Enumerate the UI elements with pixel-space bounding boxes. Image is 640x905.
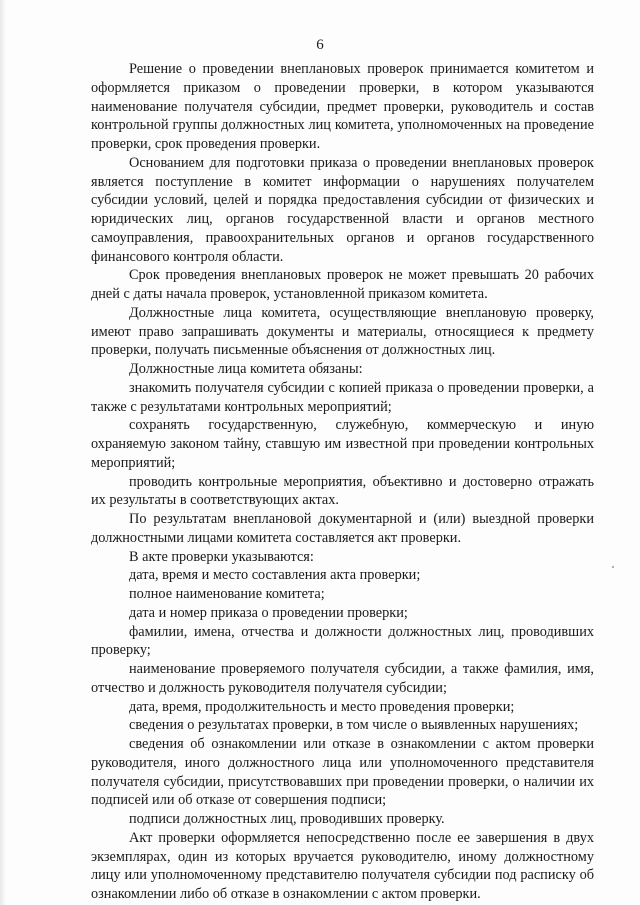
document-body (91, 60, 594, 904)
paragraph-obligation-objectivity: проводить контрольные мероприятия, объективно и достоверно отражать их результаты в соответствующих актах. (91, 473, 594, 509)
paragraph-act-timing: дата, время, продолжительность и место проведения проверки; (129, 698, 515, 715)
paragraph-act-signatures: подписи должностных лиц, проводивших проверку. (129, 811, 445, 827)
paragraph-act-date-place: дата, время и место составления акта проверки; (129, 567, 421, 584)
paragraph-grounds: Основанием для подготовки приказа о проведении внеплановых проверок является поступление в комитет информации о нарушениях получателем субсидии условий, целей и порядка предоставления субсидии от физических и юридических лиц, органов государственной власти и органов местного самоуправления, правоохранительных органов и органов государственного финансового контроля области. (91, 154, 594, 265)
paragraph-act-order-number: дата и номер приказа о проведении проверки; (129, 604, 408, 621)
paragraph-obligations-heading: Должностные лица комитета обязаны: (129, 361, 363, 377)
paragraph-rights: Должностные лица комитета, осуществляющие внеплановую проверку, имеют право запрашивать документы и материалы, относящиеся к предмету проверки, получать письменные объяснения от должностных лиц. (91, 304, 594, 359)
paragraph-duration: Срок проведения внеплановых проверок не может превышать 20 рабочих дней с даты начала проверок, установленной приказом комитета. (91, 267, 594, 302)
paragraph-act-recipient: наименование проверяемого получателя субсидии, а также фамилия, имя, отчество и должность руководителя получателя субсидии; (91, 661, 594, 696)
paragraph-act-contents-heading: В акте проверки указываются: (129, 548, 314, 565)
paragraph-act-committee-name: полное наименование комитета; (129, 586, 325, 602)
paragraph-act-execution: Акт проверки оформляется непосредственно после ее завершения в двух экземплярах, один из которых вручается руководителю, иному должностному лицу или уполномоченному представителю получателя субсидии под расписку об ознакомлении либо об отказе в ознакомлении с актом проверки. (91, 829, 594, 902)
paragraph-obligation-familiarize: знакомить получателя субсидии с копией приказа о проведении проверки, а также с результатами контрольных мероприятий; (91, 379, 594, 415)
paragraph-decision: Решение о проведении внеплановых проверок принимается комитетом и оформляется приказом о проведении проверки, в котором указываются наименование получателя субсидии, предмет проверки, руководитель и состав контрольной группы должностных лиц комитета, уполномоченных на проведение проверки, срок проведения проверки. (91, 61, 594, 152)
paragraph-obligation-secrecy: сохранять государственную, служебную, коммерческую и иную охраняемую законом тайну, ставшую им известной при проведении контрольных мероприятий; (91, 417, 594, 471)
paragraph-act-inspectors: фамилии, имена, отчества и должности должностных лиц, проводивших проверку; (91, 623, 594, 659)
scan-speck (612, 566, 614, 568)
page-number: 6 (316, 37, 324, 53)
scan-edge-shadow (0, 0, 6, 905)
paragraph-act-acknowledgement: сведения об ознакомлении или отказе в ознакомлении с актом проверки руководителя, иного должностного лица или уполномоченного представителя получателя субсидии, присутствовавших при проведении проверки, о наличии их подписей или об отказе от совершения подписи; (91, 736, 594, 809)
paragraph-act-results: сведения о результатах проверки, в том числе о выявленных нарушениях; (129, 717, 579, 734)
paragraph-inspection-act: По результатам внеплановой документарной и (или) выездной проверки должностными лицами комитета составляется акт проверки. (91, 511, 594, 546)
